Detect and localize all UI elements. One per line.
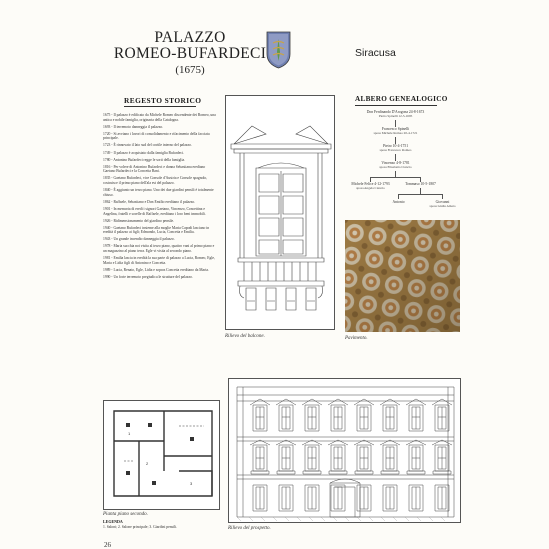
tree-line [398,194,442,195]
regesto-entry: 1989 - Lucia, Renato, Egle, Lidia e sopras Concetta ereditano da Maria. [103,267,209,272]
tree-node-4 [348,161,443,169]
regesto-title: REGESTO STORICO [124,96,202,105]
legend-title: LEGENDA [103,519,123,524]
floor-caption: Pavimento. [345,336,368,341]
regesto-entry: 1693 - Il terremoto danneggia il palazzo. [103,124,164,129]
svg-text:3: 3 [190,481,193,486]
city-name: Siracusa [355,47,396,59]
title-year: (1675) [175,64,205,76]
regesto-entry: 1749 - Il palazzo è acquistato dalla famiglia Bufardeci. [103,150,184,155]
regesto-entry: 1720 - Si avviano i lavori di consolidamento e rifacimento della facciata principale. [103,131,210,141]
regesto-entry: 1675 - Il palazzo è edificato da Michele Romeo discendente dei Romeo, una antica e nobile famiglia, originaria della Catalogna. [103,113,216,122]
regesto-entry: 1940 - Gaetano Bufardeci insieme alla moglie Maria Capodi lasciano in eredità il palazzo ai figli; Edmondo, Lucia, Concetta e Emilia. [103,225,210,235]
svg-text:1: 1 [128,431,131,436]
tree-line [398,194,399,199]
regesto-entry: 1978 - Maria succhia noi visita al terzo piano, quattro vani al primo piano e un magazzino al piano terra. Egle vi visita al secondo piano. [103,244,215,254]
tree-node-spouse: sposa Michele Romeo 20-4-1721 [373,131,418,136]
albero-underline [355,105,437,106]
tree-node-name: Francesco Spinelli [381,127,410,131]
tree-node-name: Giovanni [435,200,450,204]
tree-node-name: Tommaso 10-5-1807 [405,182,436,186]
facade-drawing [228,378,461,523]
tree-node-2 [348,127,443,135]
palazzo-title [110,30,270,76]
tree-line [395,120,396,127]
balcony-caption: Rilievo del balcone. [225,334,265,339]
tree-node-spouse: sposa Angela Ciancio [356,186,385,191]
regesto-entry: 1981 - Emilia lascia in eredità la sua parte di palazzo a Lucia, Romeo, Egle, Maria e Lidia figli di Antonino e Concetta. [103,256,215,265]
tree-node-spouse: sposa Francesco Romeo [379,148,412,153]
tree-node-3 [348,144,443,152]
tree-node-8 [395,200,490,208]
tree-node-spouse: sposa Elisabetta Ciancio [379,165,412,170]
regesto-entry: 1816 - Per volere di Antonino Bufardeci e donna Sebastiana erediano Gaetano Bufardeci e la Concetta Bani. [103,164,206,174]
tree-line [395,137,396,144]
plan-caption: Pianta piano secondo. [103,512,148,517]
tree-node-spouse: Pietro Spinelli 12-5-1695 [378,114,413,119]
regesto-entry: 1990 - Un forte terremoto pregiudica le strutture del palazzo. [103,274,193,279]
regesto-entry: 1780 - Antonino Bufardeci regge le sorti della famiglia. [103,157,186,162]
regesto-entry: 1901 - In memoria di eredi i signori Gaetano, Vincenzo, Concettina e Angelina, fratelli e sorelle di Raffaele, ereditano i loro beni immobili. [103,206,206,216]
page-number: 26 [104,541,111,549]
regesto-entry: 1926 - Ridimensionamento del giardino pensile. [103,218,175,223]
title-line-1: PALAZZO [154,29,226,46]
albero-title: ALBERO GENEALOGICO [355,95,448,103]
regesto-entry: 1723 - È rinnovato il lato sud del cortile interno del palazzo. [103,143,192,148]
balcony-drawing [225,95,335,330]
floor-plan-drawing [103,400,220,510]
tree-node-name: Don Ferdinando D'Arogona 24-8-1673 [366,110,425,114]
tree-node-name: Pietro 10-4-1751 [382,144,409,148]
tree-line [370,177,420,178]
title-line-2: ROMEO-BUFARDECI [113,45,267,62]
tree-node-name: Vincenzo 4-8-1781 [381,161,410,165]
regesto-list [103,113,218,282]
coat-of-arms-icon [265,30,292,70]
tree-line [395,154,396,161]
tree-node-spouse: sposa Giulia Amato [429,204,456,209]
regesto-underline [124,106,196,107]
floor-tile-photo [345,220,460,332]
tree-node-1 [348,110,443,118]
tree-line [442,194,443,199]
tree-node-6 [373,182,468,186]
tree-node-name: Antonio [392,200,405,204]
svg-text:2: 2 [146,461,149,466]
regesto-entry: 1835 - Gaetano Bufardeci, vice Console d'Austria e Console spagnolo, costruisce il primo piano dell'ala est del palazzo. [103,176,208,186]
regesto-entry: 1840 - È aggiunto un terzo piano. Uno dei due giardini pensili è totalmente chiuso. [103,188,214,197]
legend-text: 1. Saloni; 2. Salone principale; 3. Giardini pensili. [103,525,178,529]
regesto-entry: 1943 - Un grande incendio danneggia il palazzo. [103,237,175,242]
facade-caption: Rilievo del prospetto. [228,526,271,531]
tree-node-name: Michele Felice 4-12-1793 [351,182,390,186]
regesto-entry: 1862 - Raffaele, Sebastiano e Don Emilio ereditano il palazzo. [103,199,196,204]
